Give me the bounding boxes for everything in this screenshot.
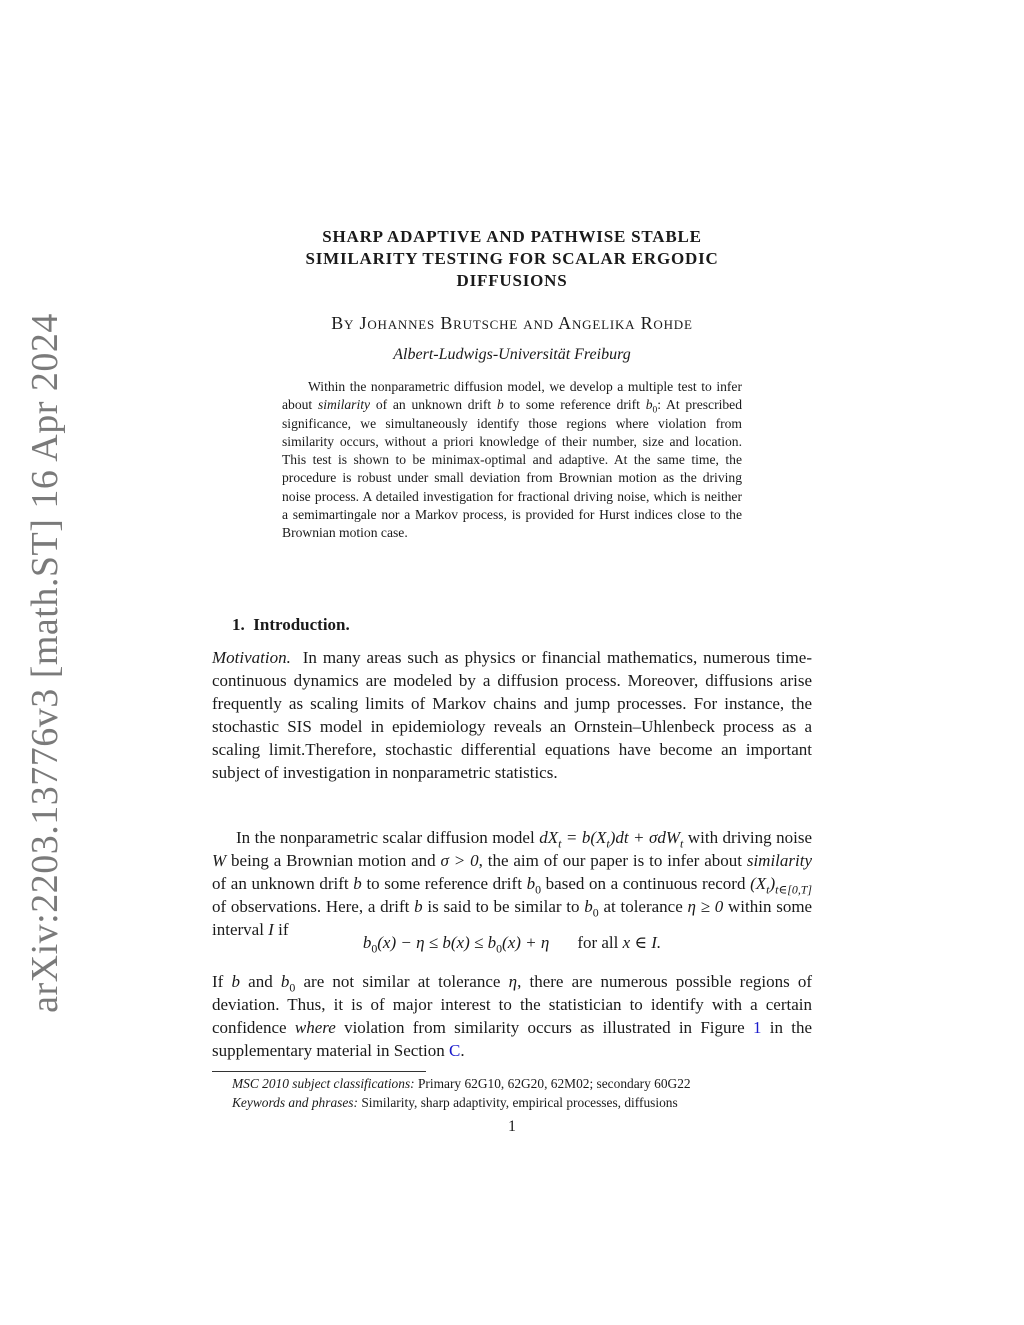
footnote-msc: MSC 2010 subject classifications: Primary 62G10, 62G20, 62M02; secondary 60G22 (232, 1076, 691, 1091)
paragraph-deviation: If b and $b_0$ are not similar at tolerance η, there are numerous possible regions of deviation. Thus, it is of major interest to the statistician to identify with a certain confidence where violation from similarity occurs as illustrated in Figure 1 in the supplementary material in Section C. (212, 972, 813, 1060)
title-line-2: SIMILARITY TESTING FOR SCALAR ERGODIC (305, 249, 719, 268)
arxiv-id-text: arXiv:2203.13776v3 [math.ST] 16 Apr 2024 (24, 312, 66, 1013)
author-list: By Johannes Brutsche and Angelika Rohde (331, 313, 693, 333)
footnote-rule (212, 1071, 426, 1072)
paragraph-lead: Motivation. (212, 648, 291, 667)
footnote-keywords: Keywords and phrases: Similarity, sharp adaptivity, empirical processes, diffusions (232, 1095, 678, 1110)
affiliation: Albert-Ludwigs-Universität Freiburg (393, 346, 631, 363)
page-number: 1 (508, 1118, 516, 1135)
abstract-emphasis: similarity (317, 397, 371, 413)
paragraph-model: In the nonparametric scalar diffusion model $dX_t = b(X_t)dt + \sigma dW_t$ with driving noise W being a Brownian motion and σ > 0, the aim of our paper is to infer about similarity of an unknown drift b to some reference drift $b_0$ based on a continuous record $(X_t)_{t\in[0,T]}$ of observations. Here, a drift b is said to be similar to $b_0$ at tolerance η ≥ 0 within some interval I if (212, 828, 813, 939)
section-heading-introduction: 1. Introduction. (232, 615, 350, 634)
paper-title (212, 226, 812, 292)
title-line-1: SHARP ADAPTIVE AND PATHWISE STABLE (322, 227, 702, 246)
title-line-3: DIFFUSIONS (456, 271, 568, 290)
figure-1-link[interactable]: 1 (753, 1017, 762, 1037)
display-equation: $b_0(x) - \eta \le b(x) \le b_0(x) + \eta$ for all x ∈ I. (362, 933, 662, 956)
arxiv-identifier-stamp (20, 0, 70, 1325)
section-c-link[interactable]: C (449, 1040, 461, 1060)
abstract: Within the nonparametric diffusion model, we develop a multiple test to infer about similarity of an unknown drift b to some reference drift $b_0$: At prescribed significance, we simultaneously identify those regions where violation from similarity occurs, without a priori knowledge of their number, size and location. This test is shown to be minimax-optimal and adaptive. At the same time, the procedure is robust under small deviation from Brownian motion as the driving noise process. A detailed investigation for fractional driving noise, which is neither a semimartingale nor a Markov process, is provided for Hurst indices close to the Brownian motion case. (282, 379, 742, 541)
paragraph-motivation: Motivation. In many areas such as physics or financial mathematics, numerous time-continuous dynamics are modeled by a diffusion process. Moreover, diffusions arise frequently as scaling limits of Markov chains and jump processes. For instance, the stochastic SIS model in epidemiology reveals an Ornstein–Uhlenbeck process as a scaling limit.Therefore, stochastic differential equations have become an important subject of investigation in nonparametric statistics. (212, 648, 812, 782)
